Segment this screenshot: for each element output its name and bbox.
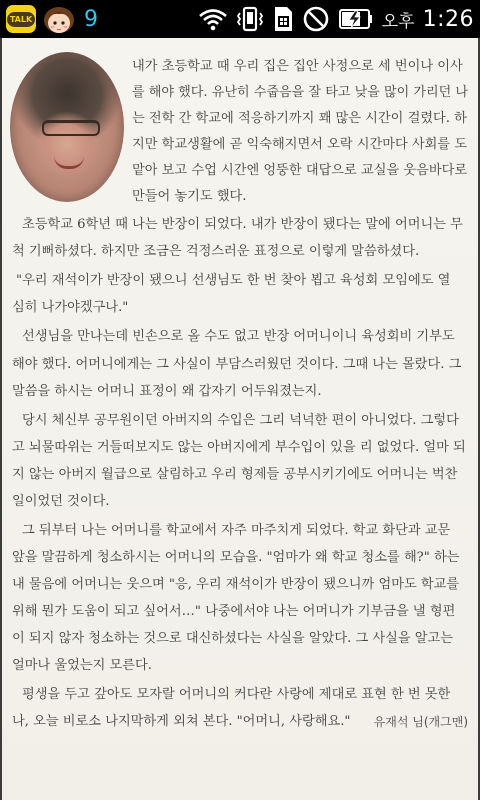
article-line: "우리 재석이가 반장이 됐으니 선생님도 한 번 찾아 뵙고 육성회 모임에도 열 bbox=[16, 273, 451, 288]
no-signal-icon bbox=[302, 5, 330, 33]
article-line: 내가 초등학교 때 우리 집은 집안 사정으로 세 번이나 이사 bbox=[132, 59, 463, 74]
author-photo bbox=[10, 52, 124, 202]
article-line: 맡아 보고 수업 시간엔 엉뚱한 대답으로 교실을 웃음바다로 bbox=[132, 163, 468, 178]
article-line: 지만 학교생활에 곧 익숙해지면서 오락 시간마다 사회를 도 bbox=[132, 137, 468, 152]
article-line: 앞을 말끔하게 청소하시는 어머니의 모습을. "엄마가 왜 학교 청소를 해?" 하는 bbox=[12, 550, 460, 565]
girl-avatar-icon[interactable] bbox=[42, 4, 76, 34]
author-credit: 유재석 님(개그맨) bbox=[373, 715, 468, 729]
wifi-icon bbox=[198, 7, 228, 31]
article-line: 척 기뻐하셨다. 하지만 조금은 걱정스러운 표정으로 이렇게 말씀하셨다. bbox=[12, 244, 420, 259]
article-line: 만들어 놓기도 했다. bbox=[132, 189, 247, 204]
kakaotalk-icon[interactable]: TALK bbox=[6, 5, 36, 33]
article-line: 내 물음에 어머니는 웃으며 "응, 우리 재석이가 반장이 됐으니까 엄마도 학교를 bbox=[12, 577, 460, 592]
status-bar bbox=[0, 0, 480, 38]
vibrate-icon bbox=[236, 5, 264, 33]
clock-time: 1:26 bbox=[422, 6, 474, 32]
article-line: 해야 했다. 어머니에게는 그 사실이 부담스러웠던 것이다. 그때 나는 몰랐다. 그 bbox=[12, 357, 462, 372]
battery-charging-icon bbox=[338, 7, 374, 31]
article-line: 나, 오늘 비로소 나지막하게 외쳐 본다. "어머니, 사랑해요." bbox=[12, 714, 351, 729]
article-line: 얼마나 울었는지 모른다. bbox=[12, 658, 152, 673]
notification-area bbox=[6, 4, 98, 34]
article-line: 이 되지 않자 청소하는 것으로 대신하셨다는 사실을 알았다. 그 사실을 알고는 bbox=[12, 631, 454, 646]
article-line: 고 뇌물따위는 거들떠보지도 않는 아버지에게 부수입이 있을 리 없었다. 얼마 되 bbox=[12, 440, 466, 455]
article-line: 위해 뭔가 도움이 되고 싶어서…" 나중에서야 나는 어머니가 기부금을 낼 형편 bbox=[12, 604, 456, 619]
article-line: 초등학교 6학년 때 나는 반장이 되었다. 내가 반장이 됐다는 말에 어머니는 무 bbox=[22, 217, 463, 232]
article-line: 그 뒤부터 나는 어머니를 학교에서 자주 마주치게 되었다. 학교 화단과 교문 bbox=[22, 523, 451, 538]
notification-count: 9 bbox=[84, 6, 98, 32]
article-line: 심히 나가야겠구나." bbox=[12, 300, 129, 315]
article-line: 선생님을 만나는데 빈손으로 올 수도 없고 반장 어머니이니 육성회비 기부도 bbox=[22, 329, 455, 344]
sim-card-icon bbox=[272, 5, 294, 33]
article-line: 평생을 두고 갚아도 모자랄 어머니의 커다란 사랑에 제대로 표현 한 번 못한 bbox=[22, 687, 451, 702]
system-icons bbox=[198, 3, 474, 35]
article-line: 를 해야 했다. 유난히 수줍음을 잘 타고 낮을 많이 가리던 나 bbox=[132, 85, 469, 100]
article-line: 당시 체신부 공무원이던 아버지의 수입은 그리 넉넉한 편이 아니었다. 그렇다 bbox=[22, 413, 459, 428]
article-line: 지 않는 아버지 월급으로 살림하고 우리 형제들 공부시키기에도 어머니는 벅찬 bbox=[12, 467, 458, 482]
article-line: 는 전학 간 학교에 적응하기까지 꽤 많은 시간이 걸렸다. 하 bbox=[132, 111, 467, 126]
article-page[interactable] bbox=[0, 38, 480, 800]
article-line: 말씀을 하시는 어머니 표정이 왜 갑자기 어두워졌는지. bbox=[12, 384, 322, 399]
article-line: 일이었던 것이다. bbox=[12, 494, 110, 509]
am-pm-label: 오후 bbox=[381, 11, 415, 32]
